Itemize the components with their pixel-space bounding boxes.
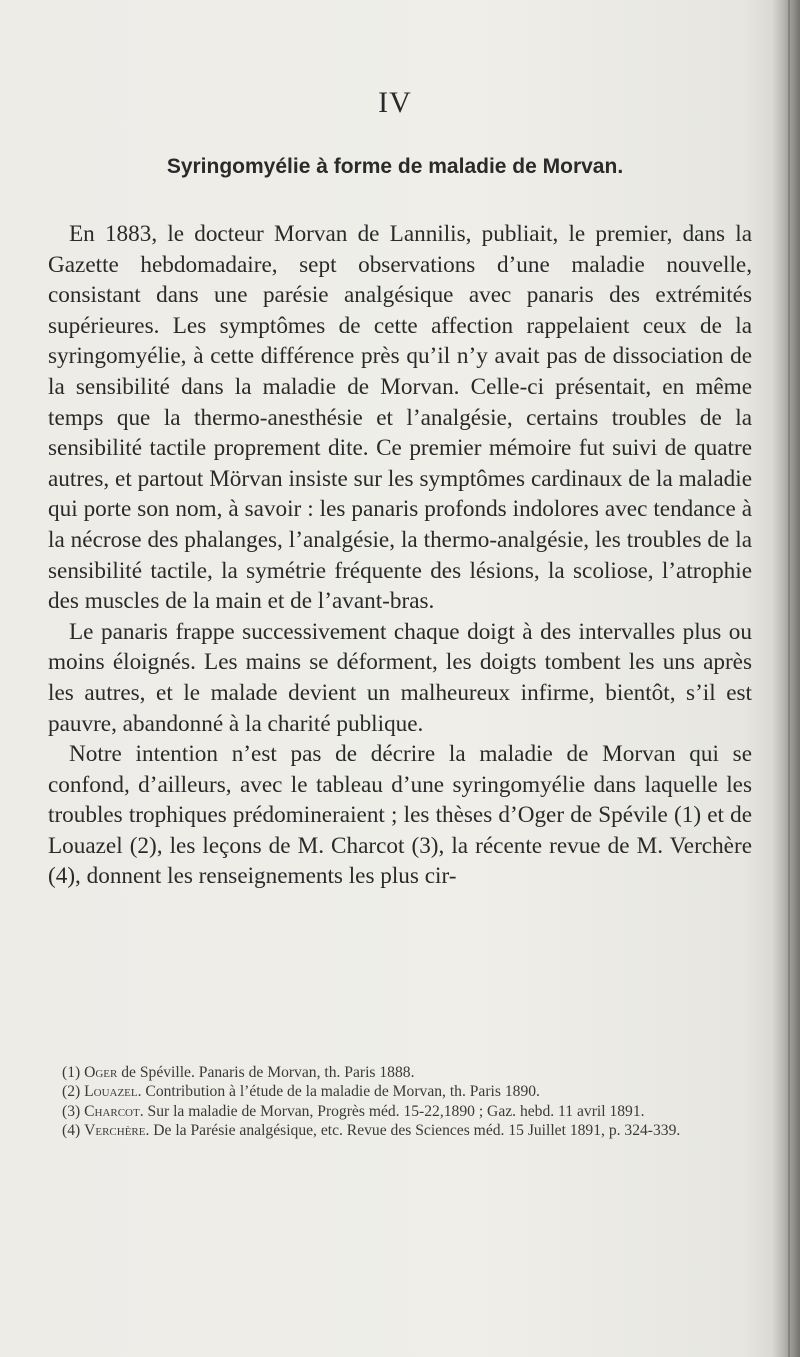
chapter-title: Syringomyélie à forme de maladie de Morvan. xyxy=(166,155,624,178)
page-edge-line xyxy=(788,0,790,1357)
footnote xyxy=(48,1121,752,1140)
paragraph: Le panaris frappe successivement chaque doigt à des intervalles plus ou moins éloignés. Les mains se déforment, les doigts tombent les uns après les autres, et le malade devient un malheureux infirme, bientôt, s’il est pauvre, abandonné à la charité publique. xyxy=(48,618,752,737)
footnote xyxy=(48,1102,752,1121)
footnote-number: (1) xyxy=(62,1064,81,1081)
footnote-author: Charcot. xyxy=(84,1102,144,1120)
footnote-text: Sur la maladie de Morvan, Progrès méd. 15-22,1890 ; Gaz. hebd. 11 avril 1891. xyxy=(143,1102,645,1120)
paragraph: En 1883, le docteur Morvan de Lannilis, publiait, le premier, dans la Gazette hebdomadaire, sept observations d’une maladie nouvelle, consistant dans une parésie analgésique avec panaris des extrémités supérieures. Les symptômes de cette affection rappelaient ceux de la syringomyélie, à cette différence près qu’il n’y avait pas de dissociation de la sensibilité dans la maladie de Morvan. Celle-ci présentait, en même temps que la thermo-anesthésie et l’analgésie, certains troubles de la sensibilité tactile proprement dite. Ce premier mémoire fut suivi de quatre autres, et partout Mörvan insiste sur les symptômes cardinaux de la maladie qui porte son nom, à savoir : les panaris profonds indolores avec tendance à la nécrose des phalanges, l’analgésie, la thermo-analgésie, les troubles de la sensibilité tactile, la symétrie fréquente des lésions, la scoliose, l’atrophie des muscles de la main et de l’avant-bras. xyxy=(48,221,752,615)
footnote-author: Oger xyxy=(84,1064,118,1081)
footnote-text: Contribution à l’étude de la maladie de Morvan, th. Paris 1890. xyxy=(141,1083,540,1101)
footnote-number: (3) xyxy=(62,1102,81,1120)
footnote-number: (2) xyxy=(62,1083,81,1101)
footnote-author: Verchère. xyxy=(84,1122,150,1140)
footnote-text: De la Parésie analgésique, etc. Revue des Sciences méd. 15 Juillet 1891, p. 324-339. xyxy=(149,1122,681,1140)
paragraph: Notre intention n’est pas de décrire la maladie de Morvan qui se confond, d’ailleurs, avec le tableau d’une syringomyélie dans laquelle les troubles trophiques prédomineraient ; les thèses d’Oger de Spévile (1) et de Louazel (2), les leçons de M. Charcot (3), la récente revue de M. Verchère (4), donnent les renseignements les plus cir- xyxy=(48,741,752,890)
footnote-number: (4) xyxy=(62,1122,81,1140)
body-text xyxy=(48,219,752,892)
footnote-author: Louazel. xyxy=(84,1083,142,1101)
page-edge-shadow xyxy=(772,0,800,1357)
footnotes xyxy=(48,1063,752,1141)
footnote xyxy=(48,1082,752,1101)
footnote xyxy=(48,1063,752,1082)
chapter-number: IV xyxy=(378,86,412,119)
footnote-text: de Spéville. Panaris de Morvan, th. Paris 1888. xyxy=(117,1064,415,1081)
